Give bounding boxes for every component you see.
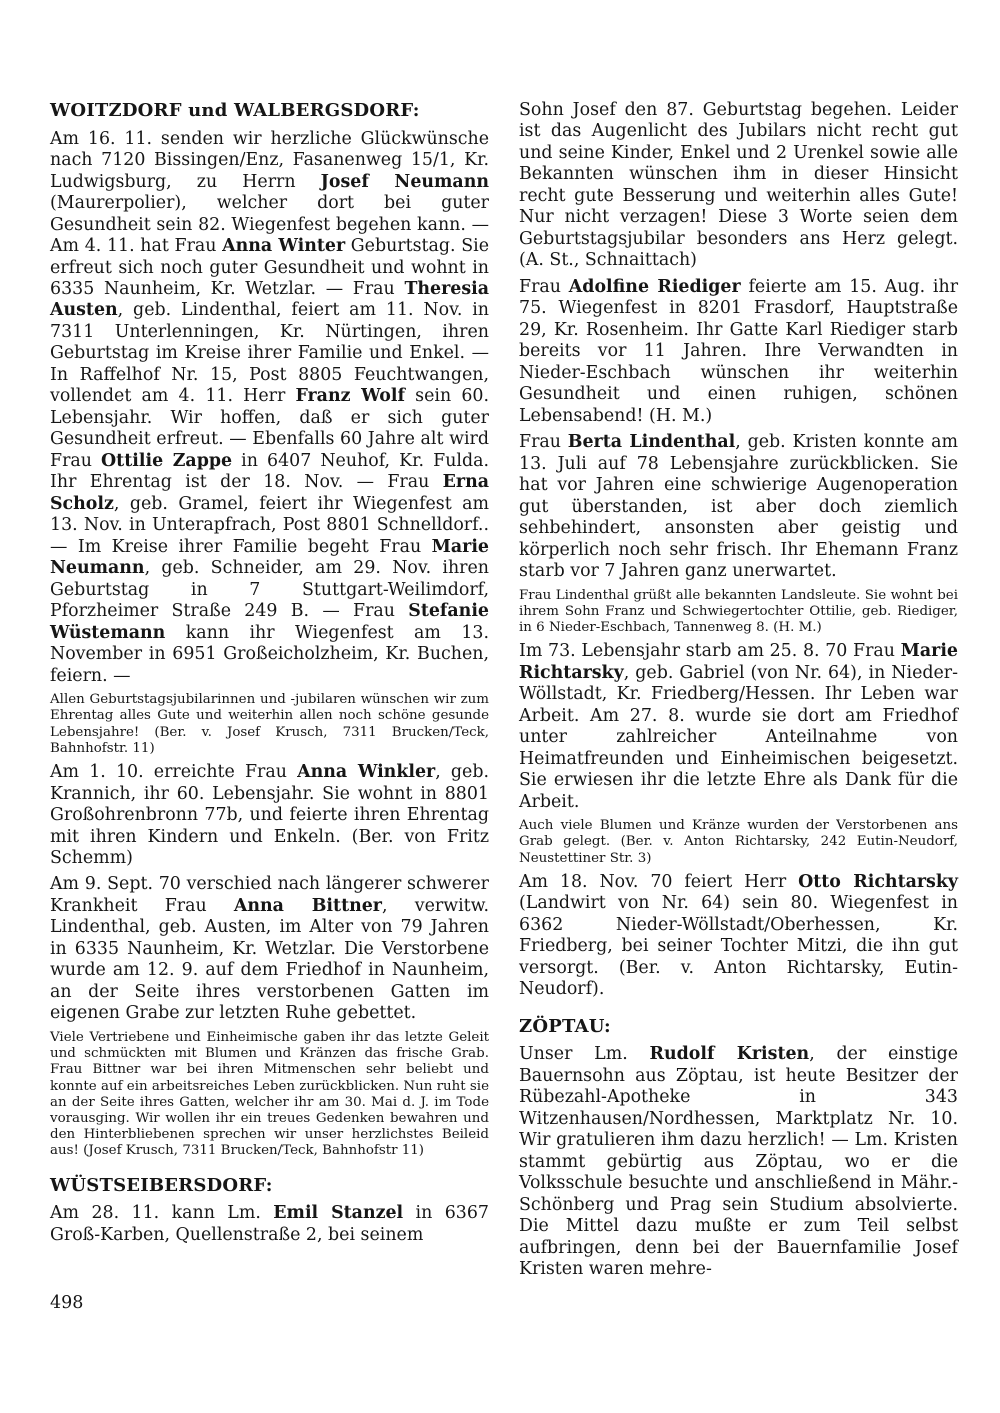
- paragraph-berta-lindenthal: Frau Berta Lindenthal, geb. Kristen konnte am 13. Juli auf 78 Lebensjahre zurückblicken. Sie hat vor Jahren eine schwierige Augenoperation gut überstanden, ist aber doch ziemlich sehbehindert, ansonsten aber geistig und körperlich noch sehr frisch. Ihr Ehemann Franz starb vor 7 Jahren ganz unerwartet.: [519, 432, 958, 582]
- paragraph-small-lindenthal-note: Frau Lindenthal grüßt alle bekannten Landsleute. Sie wohnt bei ihrem Sohn Franz und Schwiegertochter Ottilie, geb. Riediger, in 6 Nieder-Eschbach, Tannenweg 8. (H. M.): [519, 587, 958, 636]
- right-column: [519, 100, 958, 1286]
- two-column-layout: [50, 100, 958, 1286]
- paragraph-small-congratulations-note: Allen Geburtstagsjubilarinnen und -jubilaren wünschen wir zum Ehrentag alles Gute und weiterhin allen noch schöne gesunde Lebensjahre! (Ber. v. Josef Krusch, 7311 Brucken/Teck, Bahnhofstr. 11): [50, 692, 489, 756]
- paragraph-emil-stanzel: Am 28. 11. kann Lm. Emil Stanzel in 6367 Groß-Karben, Quellenstraße 2, bei seinem: [50, 1203, 489, 1245]
- paragraph-woitzdorf-birthdays: Am 16. 11. senden wir herzliche Glückwünsche nach 7120 Bissingen/Enz, Fasanenweg 15/1, Kr. Ludwigsburg, zu Herrn Josef Neumann (Maurerpolier), welcher dort bei guter Gesundheit sein 82. Wiegenfest begehen kann. — Am 4. 11. hat Frau Anna Winter Geburtstag. Sie erfreut sich noch guter Gesundheit und wohnt in 6335 Naunheim, Kr. Wetzlar. — Frau Theresia Austen, geb. Lindenthal, feiert am 11. Nov. in 7311 Unterlenningen, Kr. Nürtingen, ihren Geburtstag im Kreise ihrer Familie und Enkel. — In Raffelhof Nr. 15, Post 8805 Feuchtwangen, vollendet am 4. 11. Herr Franz Wolf sein 60. Lebensjahr. Wir hoffen, daß er sich guter Gesundheit erfreut. — Ebenfalls 60 Jahre alt wird Frau Ottilie Zappe in 6407 Neuhof, Kr. Fulda. Ihr Ehrentag ist der 18. Nov. — Frau Erna Scholz, geb. Gramel, feiert ihr Wiegenfest am 13. Nov. in Unterapfrach, Post 8801 Schnelldorf.. — Im Kreise ihrer Familie begeht Frau Marie Neumann, geb. Schneider, am 29. Nov. ihren Geburtstag in 7 Stuttgart-Weilimdorf, Pforzheimer Straße 249 B. — Frau Stefanie Wüstemann kann ihr Wiegenfest am 13. November in 6951 Großeicholzheim, Kr. Buchen, feiern. —: [50, 128, 489, 686]
- paragraph-adolfine-riediger: Frau Adolfine Riediger feierte am 15. Aug. ihr 75. Wiegenfest in 8201 Frasdorf, Hauptstraße 29, Kr. Rosenheim. Ihr Gatte Karl Riediger starb bereits vor 11 Jahren. Ihre Verwandten in Nieder-Eschbach wünschen ihr weiterhin Gesundheit und einen ruhigen, schönen Lebensabend! (H. M.): [519, 276, 959, 426]
- paragraph-small-obituary-note: Viele Vertriebene und Einheimische gaben ihr das letzte Geleit und schmückten mit Blumen und Kränzen das frische Grab. Frau Bittner war bei ihren Mitmenschen sehr beliebt und konnte auf ein arbeitsreiches Leben zurückblicken. Nun ruht sie an der Seite ihres Gatten, welcher ihr am 30. Mai d. J. im Tode vorausging. Wir wollen ihr ein treues Gedenken bewahren und den Hinterbliebenen sprechen wir unser herzlichstes Beileid aus! (Josef Krusch, 7311 Brucken/Teck, Bahnhofstr 11): [50, 1029, 490, 1159]
- section-heading-wuestseibersdorf: WÜSTSEIBERSDORF:: [50, 1174, 273, 1196]
- page-number: 498: [50, 1293, 84, 1313]
- paragraph-small-richtarsky-note: Auch viele Blumen und Kränze wurden der Verstorbenen ans Grab gelegt. (Ber. v. Anton Richtarsky, 242 Eutin-Neudorf, Neustettiner Str. 3): [519, 818, 958, 866]
- paragraph-marie-richtarsky-obituary: Im 73. Lebensjahr starb am 25. 8. 70 Frau Marie Richtarsky, geb. Gabriel (von Nr. 64), in Nieder-Wöllstadt, Kr. Friedberg/Hessen. Ihr Leben war Arbeit. Am 27. 8. wurde sie dort am Friedhof unter zahlreicher Anteilnahme von Heimatfreunden und Einheimischen beigesetzt. Sie erwiesen ihr die letzte Ehre als Dank für die Arbeit.: [519, 641, 958, 812]
- paragraph-rudolf-kristen: Unser Lm. Rudolf Kristen, der einstige Bauernsohn aus Zöptau, ist heute Besitzer der Rübezahl-Apotheke in 343 Witzenhausen/Nordhessen, Marktplatz Nr. 10. Wir gratulieren ihm dazu herzlich! — Lm. Kristen stammt gebürtig aus Zöptau, wo er die Volksschule besuchte und anschließend in Mähr.-Schönberg und Prag sein Studium absolvierte. Die Mittel dazu mußte er zum Teil selbst aufbringen, denn bei der Bauernfamilie Josef Kristen waren mehre-: [519, 1044, 958, 1280]
- paragraph-anna-bittner-obituary: Am 9. Sept. 70 verschied nach längerer schwerer Krankheit Frau Anna Bittner, verwitw. Lindenthal, geb. Austen, im Alter von 79 Jahren in 6335 Naunheim, Kr. Wetzlar. Die Verstorbene wurde am 12. 9. auf dem Friedhof in Naunheim, an der Seite ihres verstorbenen Gatten im eigenen Grabe zur letzten Ruhe gebettet.: [50, 874, 489, 1024]
- paragraph-otto-richtarsky: Am 18. Nov. 70 feiert Herr Otto Richtarsky (Landwirt von Nr. 64) sein 80. Wiegenfest in 6362 Nieder-Wöllstadt/Oberhessen, Kr. Friedberg, bei seiner Tochter Mitzi, die ihn gut versorgt. (Ber. v. Anton Richtarsky, Eutin-Neudorf).: [519, 871, 958, 1000]
- section-heading-woitzdorf-walbergsdorf: WOITZDORF und WALBERGSDORF:: [50, 100, 420, 121]
- left-column: [50, 100, 489, 1286]
- paragraph-anna-winkler: Am 1. 10. erreichte Frau Anna Winkler, geb. Krannich, ihr 60. Lebensjahr. Sie wohnt in 8801 Großohrenbronn 77b, und feierte ihren Ehrentag mit ihren Kindern und Enkeln. (Ber. von Fritz Schemm): [50, 762, 489, 868]
- paragraph-sohn-josef-continuation: Sohn Josef den 87. Geburtstag begehen. Leider ist das Augenlicht des Jubilars nicht recht gut und seine Kinder, Enkel und 2 Urenkel sowie alle Bekannten wünschen ihm in dieser Hinsicht recht gute Besserung und weiterhin alles Gute! Nur nicht verzagen! Diese 3 Worte seien dem Geburtstagsjubilar besonders ans Herz gelegt. (A. St., Schnaittach): [519, 100, 958, 271]
- section-heading-zoeptau: ZÖPTAU:: [519, 1015, 611, 1037]
